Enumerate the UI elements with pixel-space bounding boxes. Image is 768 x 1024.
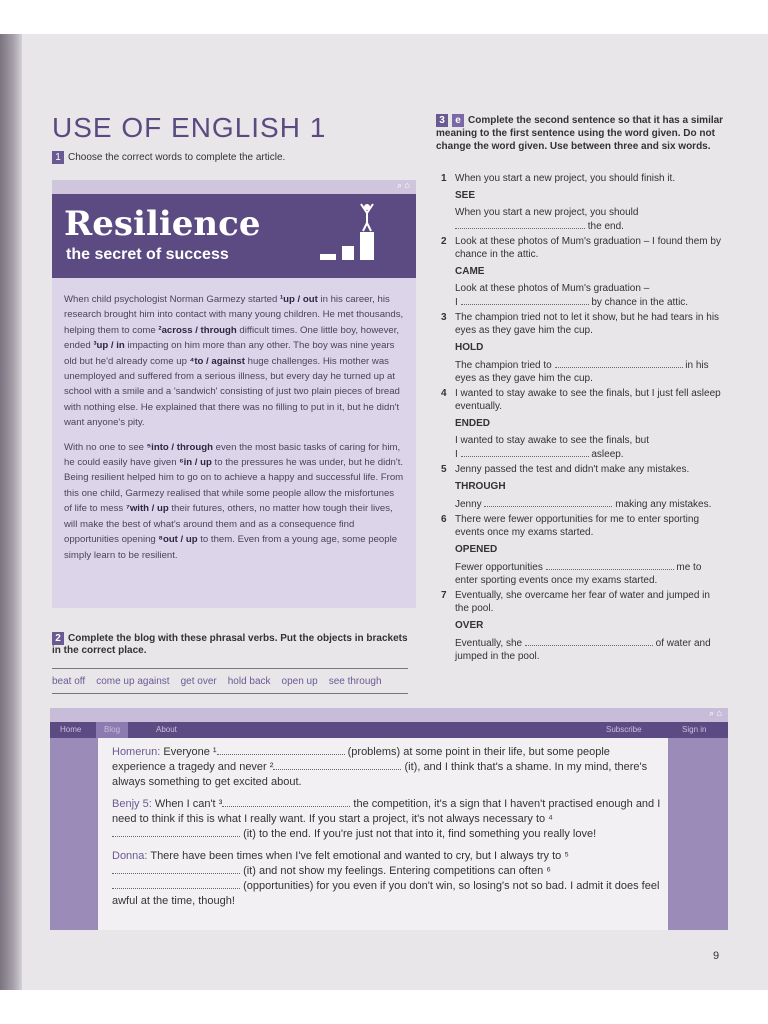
article-heading: Resilience — [64, 204, 261, 244]
exercise-3-text: Complete the second sentence so that it has a similar meaning to the first sentence using the word given. Do not change the word given. Use between three and six words. — [436, 115, 724, 153]
exercise-item — [441, 589, 725, 663]
exercise-3-list — [441, 172, 725, 665]
keyword: OVER — [455, 620, 484, 631]
exercise-item — [441, 513, 725, 587]
item-number: 1 — [441, 173, 447, 184]
blog-post — [112, 797, 664, 842]
post-text: When I can't ³ — [154, 798, 223, 810]
item-number: 3 — [441, 312, 447, 323]
exercise-number: 1 — [52, 151, 64, 164]
item-sentence: Jenny passed the test and didn't make any mistakes. — [455, 464, 690, 475]
post-text: Everyone ¹ — [163, 746, 217, 758]
answer-option[interactable]: ⁶in / up — [179, 457, 212, 469]
nav-sign-in[interactable]: Sign in — [682, 725, 707, 734]
word-box-item: get over — [180, 675, 217, 687]
article-window-bar — [52, 180, 416, 194]
item-sentence: When you start a new project, you should finish it. — [455, 173, 676, 184]
blog-sidebar-right — [668, 738, 728, 930]
exercise-3-instruction — [436, 114, 726, 153]
nav-about[interactable]: About — [156, 725, 177, 734]
article-text-run: to the pressures he was under, but he didn't. Being resilient helped him to go on to achieve a happy and successful life. From this one child, Garmezy realised that while some people allow the misfortunes of life to mess — [64, 457, 404, 515]
word-box-item: hold back — [227, 675, 271, 687]
item-number: 6 — [441, 514, 447, 525]
answer-line — [455, 636, 725, 663]
blog-nav-bar — [50, 722, 728, 738]
answer-blank[interactable] — [461, 295, 589, 305]
answer-blank[interactable] — [525, 636, 653, 646]
exercise-item — [441, 387, 725, 461]
post-text: the competition, it's a sign that I haven't practised enough and I need to think if this is what I really want. If you start a project, it's not always necessary to ⁴ — [112, 798, 661, 825]
exam-badge-icon: e — [452, 114, 464, 127]
answer-blank[interactable] — [484, 497, 612, 507]
item-number: 4 — [441, 388, 447, 399]
article-text-run: impacting on him more than any other. The boy was nine years old but he'd already come up — [64, 340, 395, 367]
blog-post — [112, 849, 664, 909]
post-text: (it) to the end. If you're just not that into it, find something you really love! — [243, 828, 597, 840]
answer-start: Look at these photos of Mum's graduation – — [455, 283, 650, 294]
answer-blank[interactable] — [112, 879, 240, 889]
nav-subscribe[interactable]: Subscribe — [606, 725, 642, 734]
item-number: 2 — [441, 236, 447, 247]
answer-end: asleep. — [591, 449, 624, 460]
keyword: HOLD — [455, 342, 484, 353]
answer-blank[interactable] — [555, 358, 683, 368]
exercise-2-text: Complete the blog with these phrasal verbs. Put the objects in brackets in the correct place. — [52, 633, 408, 656]
answer-end: making any mistakes. — [615, 499, 712, 510]
exercise-item — [441, 235, 725, 309]
answer-blank[interactable] — [461, 447, 589, 457]
article-paragraph-1 — [64, 292, 404, 431]
post-text: (it), and I think that's a shame. In my mind, there's always something to get excited about. — [112, 761, 648, 788]
post-text: (problems) at some point in their life, but some people experience a tragedy and never ² — [112, 746, 610, 773]
exercise-1-text: Choose the correct words to complete the article. — [68, 152, 286, 164]
keyword: CAME — [455, 266, 485, 277]
answer-blank[interactable] — [112, 864, 240, 874]
post-text: There have been times when I've felt emotional and wanted to cry, but I always try to ⁵ — [150, 850, 569, 862]
answer-line — [455, 358, 725, 385]
article-text — [64, 292, 404, 572]
book-spine-shadow — [0, 34, 22, 990]
answer-start: I wanted to stay awake to see the finals, but — [455, 435, 650, 446]
keyword: OPENED — [455, 544, 498, 555]
answer-start: The champion tried to — [455, 360, 552, 371]
answer-line — [455, 497, 725, 511]
answer-line — [455, 206, 725, 233]
exercise-item — [441, 311, 725, 385]
answer-line — [455, 560, 725, 587]
answer-blank[interactable] — [217, 745, 345, 755]
item-sentence: There were fewer opportunities for me to enter sporting events once my exams started. — [455, 514, 700, 538]
answer-end: the end. — [587, 221, 624, 232]
word-box-item: see through — [328, 675, 382, 687]
post-text: (it) and not show my feelings. Entering competitions can often ⁶ — [243, 865, 551, 877]
answer-blank[interactable] — [112, 827, 240, 837]
post-author: Homerun: — [112, 746, 161, 758]
exercise-2-instruction — [52, 632, 412, 656]
word-box-item: beat off — [52, 675, 86, 687]
answer-start: Jenny — [455, 499, 482, 510]
article-text-run: in his career, his research brought him into contact with many young children. He met thousands, helping them to come — [64, 294, 404, 336]
post-author: Benjy 5: — [112, 798, 152, 810]
blog-sidebar-left — [50, 738, 98, 930]
article-text-run: difficult times. One little boy, however, ended — [64, 324, 400, 352]
post-author: Donna: — [112, 850, 148, 862]
article-text-run: to them. Even from a young age, some people simply learn to be resilient. — [64, 534, 398, 561]
exercise-number: 2 — [52, 632, 64, 645]
article-text-run: their futures, others, no matter how tough their lives, will make the best of what's around them and as a consequence find opportunities opening — [64, 503, 393, 546]
answer-end: me to enter sporting events once my exams started. — [455, 562, 702, 586]
scan-bottom-margin — [0, 990, 768, 1024]
nav-blog[interactable]: Blog — [96, 722, 128, 738]
answer-blank[interactable] — [222, 797, 350, 807]
article-text-run: even the most basic tasks of caring for him, he could easily have given — [64, 441, 401, 469]
answer-end: by chance in the attic. — [591, 297, 689, 308]
word-box-item: come up against — [96, 675, 170, 687]
answer-option[interactable]: ⁷with / up — [125, 503, 169, 515]
item-sentence: I wanted to stay awake to see the finals, but I just fell asleep eventually. — [455, 388, 721, 412]
search-home-icon: ⌕ ⌂ — [709, 708, 722, 718]
item-sentence: Look at these photos of Mum's graduation – I found them by chance in the attic. — [455, 236, 721, 260]
keyword: ENDED — [455, 418, 491, 429]
answer-start: Fewer opportunities — [455, 562, 543, 573]
blog-post — [112, 745, 664, 790]
answer-line — [455, 282, 725, 309]
search-home-icon: ⌕ ⌂ — [397, 180, 410, 190]
answer-blank[interactable] — [455, 219, 585, 229]
answer-option[interactable]: ⁴to / against — [189, 355, 245, 367]
keyword: THROUGH — [455, 481, 506, 492]
page-number: 9 — [713, 950, 720, 962]
answer-blank[interactable] — [273, 760, 401, 770]
item-number: 7 — [441, 590, 447, 601]
article-text-run: When child psychologist Norman Garmezy started — [64, 294, 280, 305]
answer-option[interactable]: ⁵into / through — [146, 441, 213, 453]
word-box-item: open up — [281, 675, 318, 687]
answer-start: Eventually, she — [455, 638, 523, 649]
answer-line — [455, 434, 725, 461]
exercise-item — [441, 463, 725, 511]
keyword: SEE — [455, 190, 476, 201]
item-sentence: The champion tried not to let it show, but he had tears in his eyes as they gave him the cup. — [455, 312, 720, 336]
article-subheading: the secret of success — [66, 246, 229, 263]
exercise-number: 3 — [436, 114, 448, 127]
scan-top-margin — [0, 0, 768, 34]
answer-option[interactable]: ²across / through — [158, 324, 237, 336]
exercise-item — [441, 172, 725, 233]
blog-window-bar — [50, 708, 728, 722]
exercise-1-instruction — [52, 151, 285, 164]
answer-option[interactable]: ³up / in — [93, 340, 125, 352]
answer-lead: I — [455, 297, 458, 308]
blog-posts — [112, 745, 664, 916]
answer-end: of water and jumped in the pool. — [455, 638, 711, 662]
answer-lead: I — [455, 449, 458, 460]
nav-home[interactable]: Home — [60, 725, 82, 734]
page-title: USE OF ENGLISH 1 — [52, 112, 327, 143]
item-sentence: Eventually, she overcame her fear of water and jumped in the pool. — [455, 590, 710, 614]
article-text-run: huge challenges. His mother was unemployed and suffered from a serious illness, but every day he turned up at school with a smile and a 'sandwich' consisting of just two plain pieces of bread with nothing else. He explained that there was no filling to put in it, but he didn't want anyone's pity. — [64, 355, 400, 429]
item-number: 5 — [441, 464, 447, 475]
answer-option[interactable]: ⁸out / up — [158, 534, 198, 546]
answer-blank[interactable] — [546, 560, 674, 570]
article-text-run: With no one to see — [64, 441, 147, 453]
article-header — [52, 194, 416, 278]
article-paragraph-2 — [64, 440, 404, 563]
word-box — [52, 668, 408, 694]
post-text: (opportunities) for you even if you don't win, so losing's not so bad. I admit it does feel awful at the time, though! — [112, 880, 660, 907]
answer-start: When you start a new project, you should — [455, 207, 639, 218]
answer-option[interactable]: ¹up / out — [279, 294, 318, 305]
podium-figure-icon — [320, 202, 384, 270]
answer-end: in his eyes as they gave him the cup. — [455, 360, 709, 384]
